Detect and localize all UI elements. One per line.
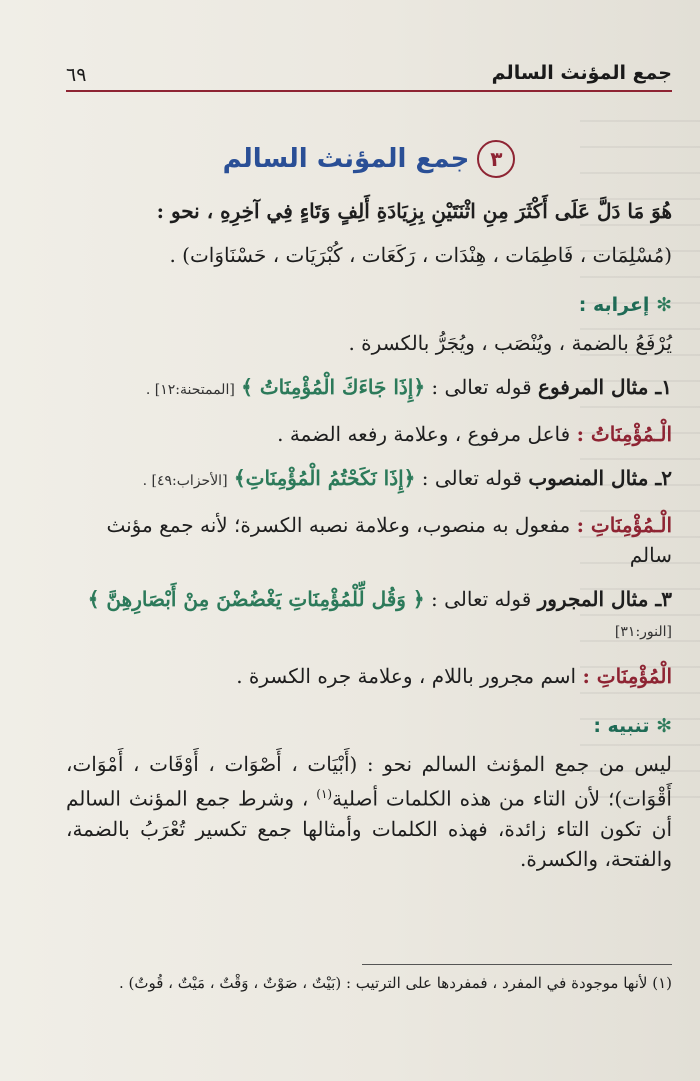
- example-label: ٢ـ مثال المنصوب: [528, 466, 672, 490]
- quran-verse: ﴿إِذَا جَاءَكَ الْمُؤْمِنَاتُ ﴾: [241, 375, 426, 399]
- i3rab-rule: يُرْفَعُ بالضمة ، ويُنْصَب ، ويُجَرُّ بالكسرة .: [348, 331, 672, 355]
- header-rule: [66, 90, 672, 92]
- footnote-marker[interactable]: (١): [316, 787, 333, 801]
- asterisk-icon: ✻: [649, 715, 672, 737]
- definition-examples: (مُسْلِمَات ، فَاطِمَات ، هِنْدَات ، رَكَعَات ، كُبْرَيَات ، حَسْنَاوَات) .: [169, 243, 672, 267]
- example-label: ١ـ مثال المرفوع: [538, 375, 672, 399]
- asterisk-icon: ✻: [649, 294, 672, 316]
- example-intro: قوله تعالى :: [421, 466, 522, 490]
- example-intro: قوله تعالى :: [431, 587, 532, 611]
- verse-reference: [الأحزاب:٤٩] .: [142, 473, 228, 489]
- tanbih-heading: ✻ تنبيه :: [593, 715, 672, 737]
- quran-verse: ﴿ وَقُل لِّلْمُؤْمِنَاتِ يَغْضُضْنَ مِنْ أَبْصَارِهِنَّ ﴾: [87, 587, 425, 611]
- example-1: [66, 372, 672, 405]
- example-intro: قوله تعالى :: [431, 375, 532, 399]
- analyzed-word: الْـمُؤْمِنَاتِ :: [576, 513, 672, 537]
- definition-text: هُوَ مَا دَلَّ عَلَى أَكْثَرَ مِنِ اثْنَتَيْنِ بِزِيَادَةِ أَلِفٍ وَتَاءٍ فِي آخِرِهِ ، نحو :: [156, 199, 672, 223]
- page-header: [66, 62, 672, 92]
- analysis-text: اسم مجرور باللام ، وعلامة جره الكسرة .: [236, 664, 577, 688]
- example-2: [66, 463, 672, 496]
- analyzed-word: الْـمُؤْمِنَاتُ :: [576, 422, 672, 446]
- verse-reference: [الممتحنة:١٢] .: [145, 382, 235, 398]
- verse-reference: [النور:٣١]: [614, 624, 672, 640]
- section-title-text: جمع المؤنث السالم: [222, 144, 470, 174]
- section-title: [66, 140, 672, 178]
- quran-verse: ﴿إِذَا نَكَحْتُمُ الْمُؤْمِنَاتِ﴾: [233, 466, 416, 490]
- analysis-2: [66, 510, 672, 570]
- example-3: [66, 584, 672, 647]
- analyzed-word: الْمُؤْمِنَاتِ :: [582, 664, 672, 688]
- page-number: ٦٩: [66, 64, 87, 86]
- section-number-badge: ٣: [477, 140, 515, 178]
- analysis-1: [66, 419, 672, 449]
- footnote-rule: [362, 964, 672, 965]
- analysis-text: مفعول به منصوب، وعلامة نصبه الكسرة؛ لأنه جمع مؤنث سالم: [106, 513, 672, 567]
- analysis-3: [66, 661, 672, 691]
- running-head: جمع المؤنث السالم: [491, 62, 672, 84]
- analysis-text: فاعل مرفوع ، وعلامة رفعه الضمة .: [277, 422, 571, 446]
- footnote: (١) لأنها موجودة في المفرد ، فمفردها على الترتيب : (بَيْتٌ ، صَوْتٌ ، وَقْتٌ ، مَيْتٌ ، قُوتٌ) .: [118, 974, 672, 992]
- example-label: ٣ـ مثال المجرور: [537, 587, 672, 611]
- page-body: [66, 140, 672, 888]
- tanbih-text-start: ليس من جمع المؤنث السالم نحو : (أَبْيَات ، أَصْوَات ، أَوْقَات ، أَمْوَات، أَقْوَات)؛ لأن التاء من هذه الكلمات أصلية: [66, 752, 672, 811]
- tanbih-paragraph: [66, 749, 672, 874]
- tanbih-text-end: ، وشرط جمع المؤنث السالم أن تكون التاء زائدة، فهذه الكلمات وأمثالها جمع تكسير تُعْرَبُ بالضمة، والفتحة، والكسرة.: [66, 786, 672, 871]
- i3rab-heading: ✻ إعرابه :: [578, 294, 672, 316]
